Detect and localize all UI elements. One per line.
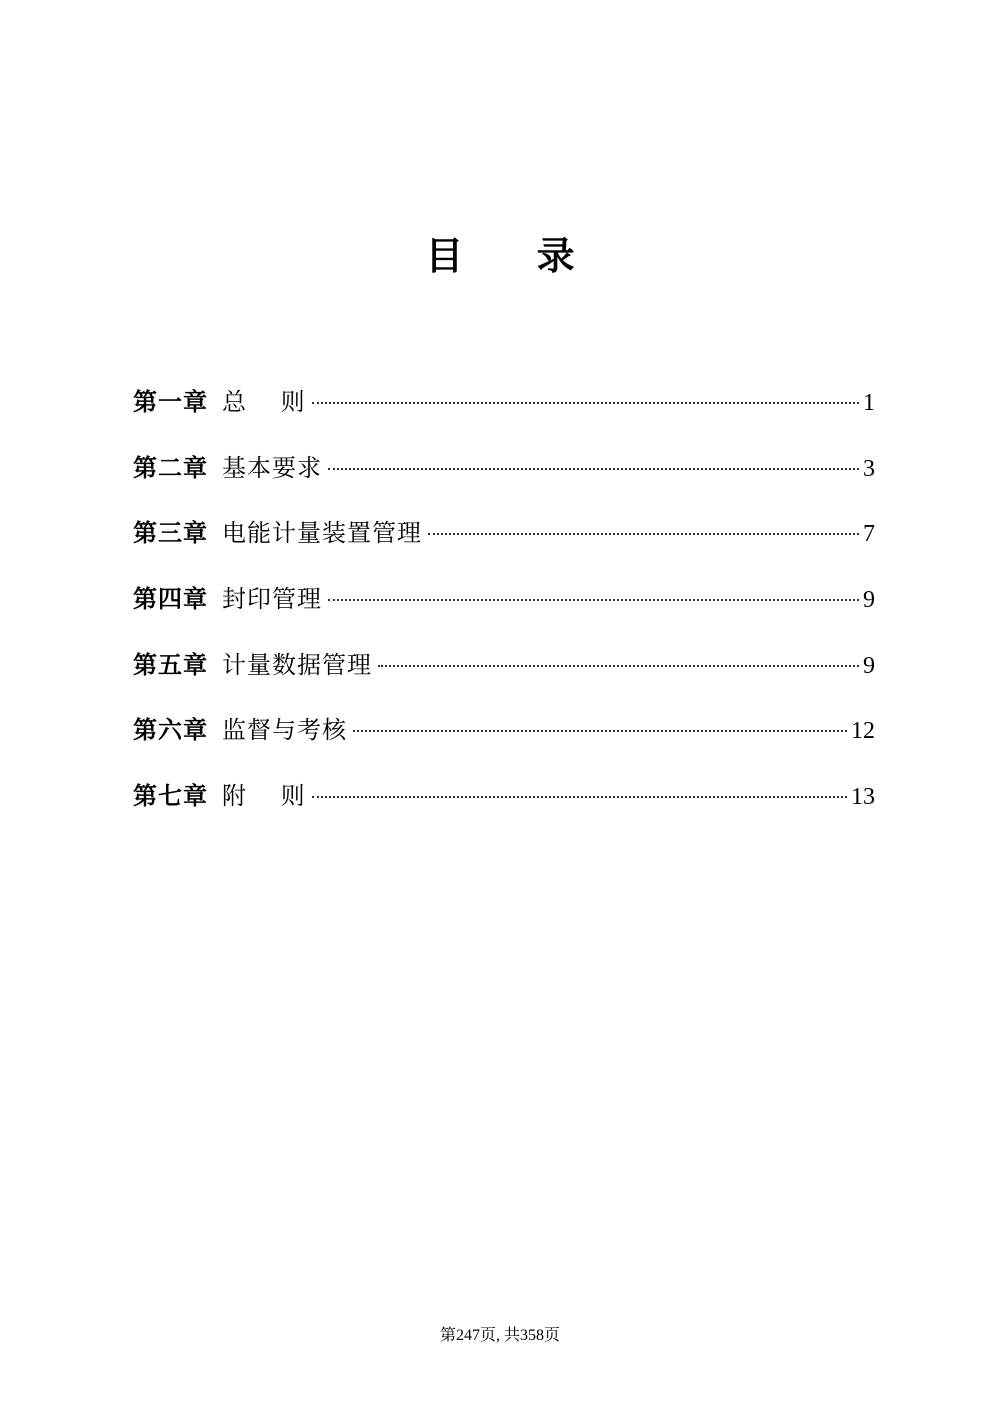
toc-entry[interactable] [133, 444, 875, 510]
toc-page-number: 13 [851, 784, 875, 811]
toc-chapter-title: 附 则 [222, 782, 306, 811]
toc-dot-leader [378, 665, 859, 667]
toc-chapter-number: 第五章 [133, 650, 208, 679]
toc-chapter-number: 第三章 [133, 519, 208, 548]
toc-chapter-number: 第六章 [133, 716, 208, 745]
toc-chapter-title: 总 则 [222, 388, 306, 416]
toc-dot-leader [328, 599, 859, 601]
toc-entry[interactable] [133, 509, 875, 575]
toc-chapter-title: 封印管理 [222, 585, 322, 614]
toc-entry[interactable] [133, 706, 875, 772]
toc-page-number: 1 [863, 390, 875, 416]
toc-chapter-number: 第二章 [133, 453, 208, 482]
toc-page-number: 9 [863, 652, 875, 679]
page-title: 目 录 [425, 234, 605, 278]
toc-chapter-number: 第四章 [133, 585, 208, 614]
toc-chapter-title: 基本要求 [222, 453, 322, 482]
toc-chapter-number: 第一章 [133, 388, 208, 416]
toc-entry[interactable] [133, 575, 875, 641]
toc-dot-leader [428, 533, 859, 535]
page-footer: 第247页, 共358页 [439, 1327, 560, 1344]
toc-entry[interactable] [133, 772, 875, 838]
toc-dot-leader [312, 796, 847, 798]
toc-chapter-title: 监督与考核 [222, 716, 347, 745]
toc-page-number: 7 [863, 521, 875, 548]
table-of-contents [133, 378, 875, 838]
toc-entry[interactable] [133, 378, 875, 444]
toc-page-number: 3 [863, 455, 875, 482]
toc-dot-leader [353, 730, 847, 732]
toc-chapter-number: 第七章 [133, 782, 208, 811]
toc-chapter-title: 电能计量装置管理 [222, 519, 422, 548]
toc-entry[interactable] [133, 641, 875, 707]
toc-page-number: 9 [863, 587, 875, 614]
toc-dot-leader [328, 468, 859, 470]
toc-dot-leader [312, 402, 859, 404]
toc-chapter-title: 计量数据管理 [222, 650, 372, 679]
toc-page-number: 12 [851, 718, 875, 745]
